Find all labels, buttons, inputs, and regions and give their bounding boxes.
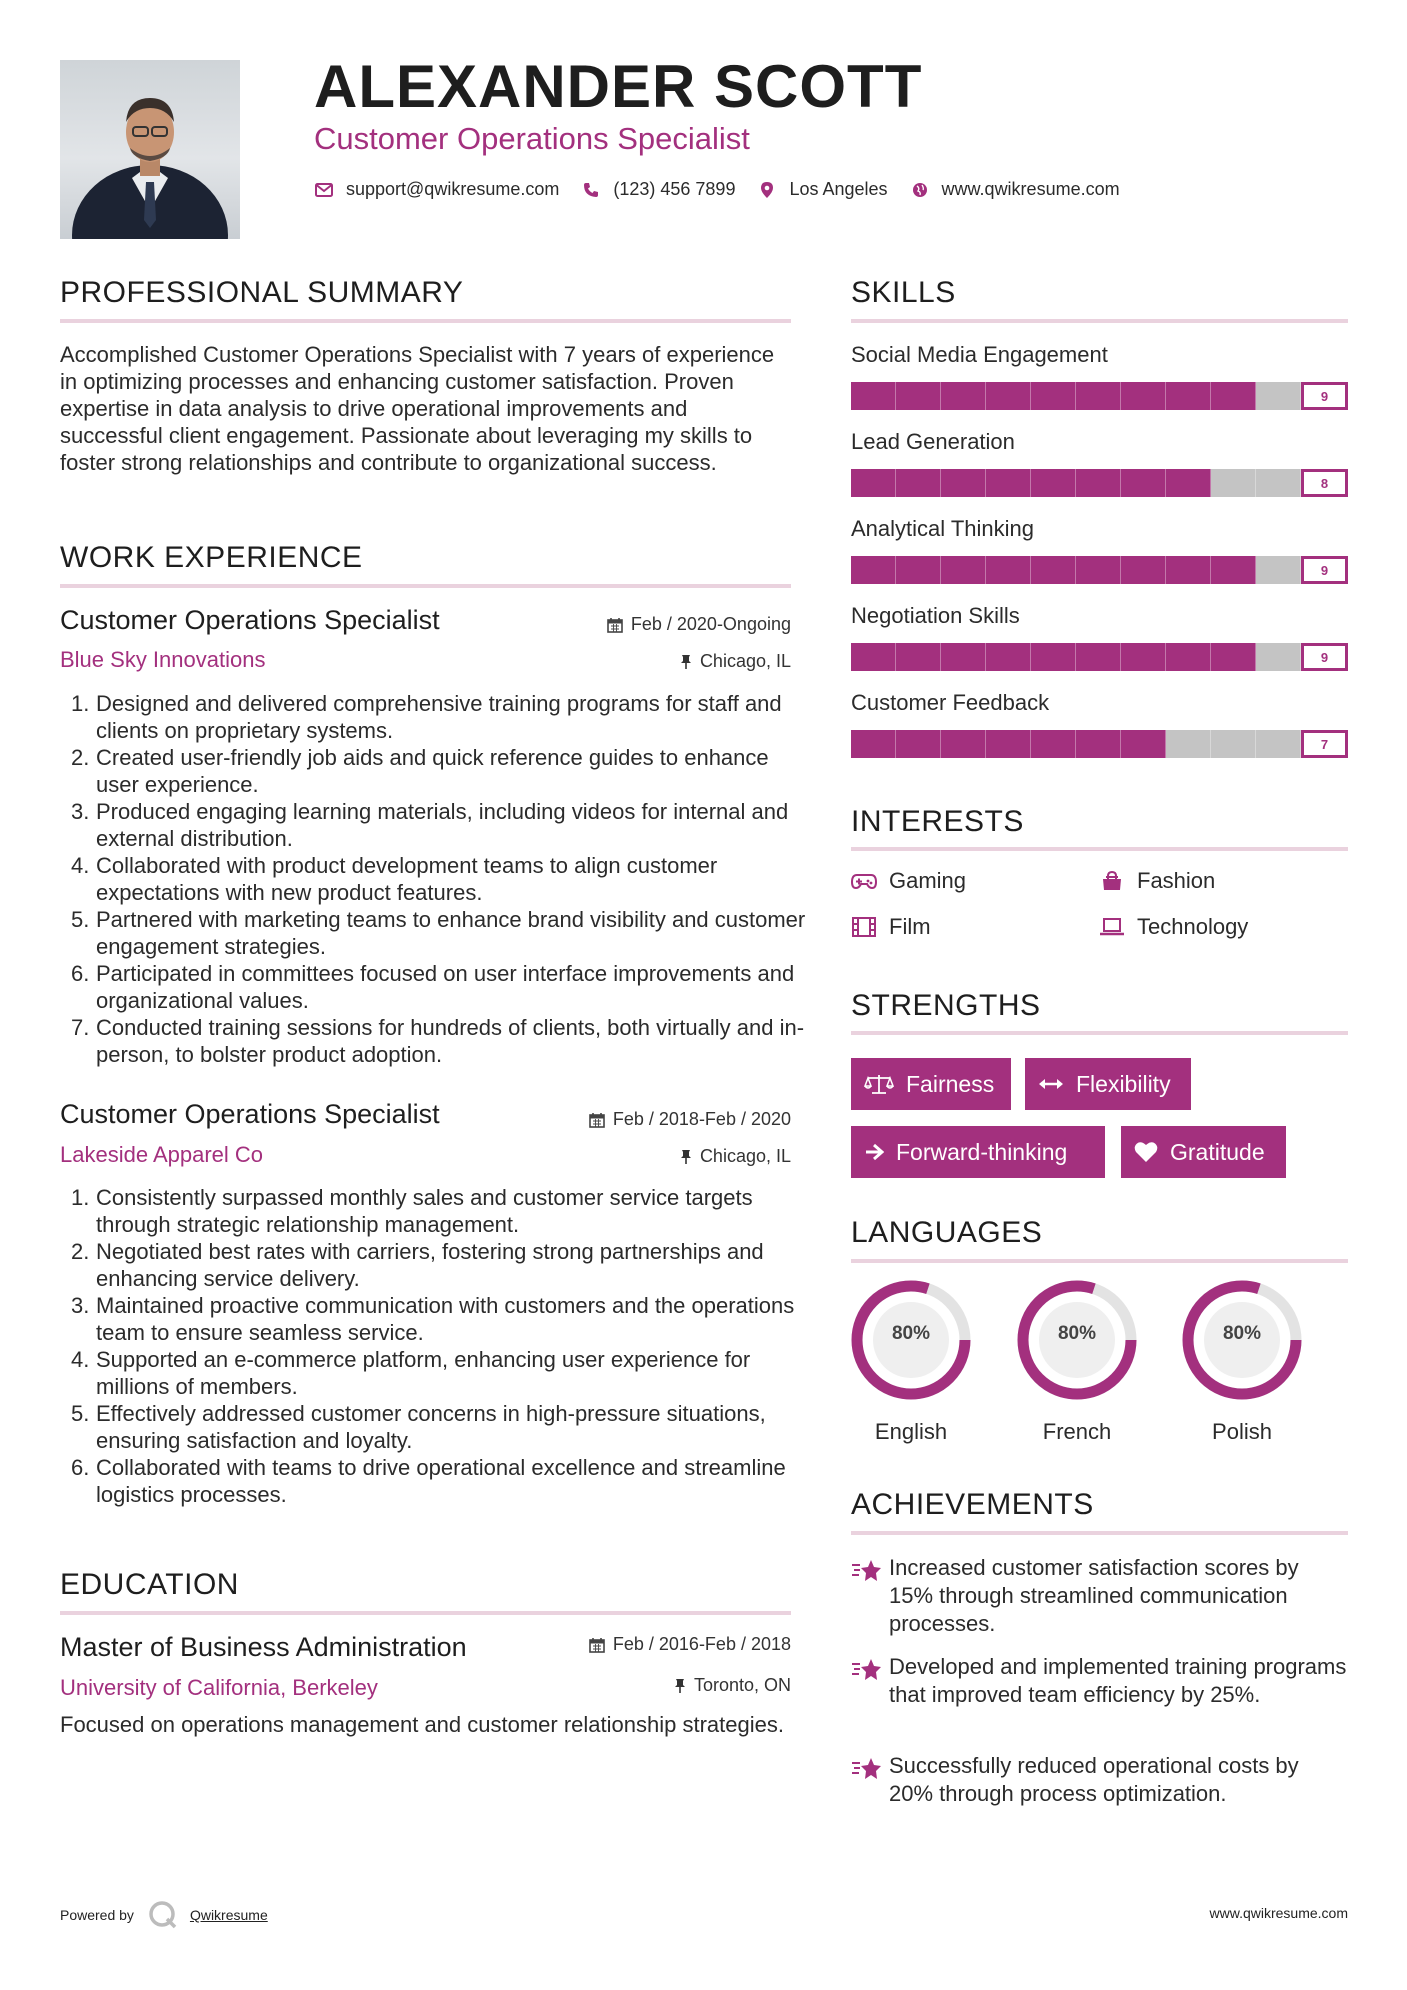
contact-location: Los Angeles bbox=[789, 179, 888, 199]
strengths-heading: STRENGTHS bbox=[851, 989, 1041, 1022]
skill-bar-filled-segment bbox=[1121, 556, 1166, 584]
list-item: Effectively addressed customer concerns in high-pressure situations, ensuring satisfaction and loyalty. bbox=[96, 1401, 766, 1453]
skill-name: Customer Feedback bbox=[851, 690, 1050, 715]
skill-bar-filled-segment bbox=[1031, 382, 1076, 410]
skill-bar-filled-segment bbox=[896, 469, 941, 497]
achievements-heading: ACHIEVEMENTS bbox=[851, 1488, 1094, 1521]
language-name: Polish bbox=[1212, 1419, 1272, 1444]
skill-bar-filled-segment bbox=[1031, 730, 1076, 758]
job-bullets bbox=[78, 690, 809, 1068]
strength-tag bbox=[851, 1058, 1011, 1110]
skill-bar-filled-segment bbox=[1076, 730, 1121, 758]
skill-bar-filled-segment bbox=[1211, 382, 1256, 410]
job-location-text: Chicago, IL bbox=[699, 651, 791, 671]
language-name: French bbox=[1042, 1419, 1112, 1444]
list-item: Collaborated with product development teams to align customer expectations with new product features. bbox=[96, 853, 718, 905]
skill-bar-filled-segment bbox=[1076, 643, 1121, 671]
skill-bar-empty-segment bbox=[1211, 469, 1256, 497]
globe-icon bbox=[910, 180, 930, 200]
skill-bar-filled-segment bbox=[1121, 643, 1166, 671]
gamepad-icon bbox=[851, 873, 877, 889]
job-location bbox=[540, 1146, 791, 1167]
language-name: English bbox=[874, 1419, 948, 1444]
section-divider bbox=[60, 1611, 791, 1615]
summary-heading: PROFESSIONAL SUMMARY bbox=[60, 276, 464, 309]
skill-bar-filled-segment bbox=[941, 469, 986, 497]
powered-by-label: Powered by bbox=[60, 1907, 134, 1923]
achievement-text: Developed and implemented training programs that improved team efficiency by 25%. bbox=[889, 1654, 1347, 1707]
skill-bar-filled-segment bbox=[986, 556, 1031, 584]
skill-name: Social Media Engagement bbox=[851, 342, 1108, 367]
skill-bar bbox=[851, 556, 1348, 584]
skill-bar-filled-segment bbox=[896, 382, 941, 410]
list-item: Created user-friendly job aids and quick reference guides to enhance user experience. bbox=[96, 745, 769, 797]
job-location-text: Chicago, IL bbox=[699, 1146, 791, 1166]
strength-label: Flexibility bbox=[1076, 1070, 1171, 1097]
skill-bar-filled-segment bbox=[1076, 469, 1121, 497]
film-icon bbox=[851, 917, 877, 937]
qwikresume-link[interactable]: Qwikresume bbox=[189, 1907, 268, 1923]
section-divider bbox=[851, 1259, 1348, 1263]
strength-label: Fairness bbox=[906, 1070, 995, 1097]
language-percent: 80% bbox=[1222, 1323, 1262, 1344]
contact-phone[interactable]: (123) 456 7899 bbox=[613, 179, 736, 199]
interest-label: Gaming bbox=[889, 868, 967, 893]
education-date-text: Feb / 2016-Feb / 2018 bbox=[612, 1634, 791, 1654]
achievement-text: Successfully reduced operational costs by 20% through process optimization. bbox=[889, 1753, 1299, 1806]
skill-bar-filled-segment bbox=[986, 382, 1031, 410]
skill-bar-filled-segment bbox=[1076, 382, 1121, 410]
footer-website[interactable]: www.qwikresume.com bbox=[1209, 1905, 1348, 1921]
job-date bbox=[540, 614, 791, 635]
skill-bar-filled-segment bbox=[941, 730, 986, 758]
skill-bar-filled-segment bbox=[986, 730, 1031, 758]
skill-bar-filled-segment bbox=[1076, 556, 1121, 584]
education-location-text: Toronto, ON bbox=[693, 1675, 791, 1695]
section-divider bbox=[851, 1531, 1348, 1535]
contact-bar bbox=[314, 179, 1142, 200]
interests-heading: INTERESTS bbox=[851, 805, 1024, 838]
candidate-title: Customer Operations Specialist bbox=[314, 121, 750, 156]
skill-bar-empty-segment bbox=[1256, 730, 1301, 758]
skill-bar-filled-segment bbox=[1031, 643, 1076, 671]
skill-bar-filled-segment bbox=[1031, 469, 1076, 497]
achievement-text: Increased customer satisfaction scores by 15% through streamlined communication processes. bbox=[889, 1555, 1299, 1636]
laptop-icon bbox=[1099, 918, 1125, 936]
skill-level-value: 9 bbox=[1301, 382, 1348, 410]
section-divider bbox=[851, 847, 1348, 851]
interest-item bbox=[851, 868, 966, 894]
skill-bar-filled-segment bbox=[851, 382, 896, 410]
qwikresume-logo-icon bbox=[148, 1900, 178, 1930]
language-percent: 80% bbox=[1057, 1323, 1097, 1344]
skill-bar bbox=[851, 730, 1348, 758]
experience-heading: WORK EXPERIENCE bbox=[60, 541, 363, 574]
skill-name: Negotiation Skills bbox=[851, 603, 1020, 628]
skill-bar-filled-segment bbox=[896, 730, 941, 758]
pin-icon bbox=[680, 654, 692, 670]
skill-bar-filled-segment bbox=[1166, 382, 1211, 410]
company-name: Blue Sky Innovations bbox=[60, 647, 266, 672]
skill-name: Analytical Thinking bbox=[851, 516, 1035, 541]
list-item: Designed and delivered comprehensive training programs for staff and clients on proprietary systems. bbox=[96, 691, 782, 743]
list-item: Participated in committees focused on user interface improvements and organizational values. bbox=[96, 961, 795, 1013]
heart-icon bbox=[1134, 1141, 1158, 1163]
candidate-name: ALEXANDER SCOTT bbox=[314, 53, 923, 120]
strength-label: Gratitude bbox=[1170, 1138, 1265, 1165]
calendar-icon bbox=[607, 617, 623, 633]
skill-bar-filled-segment bbox=[851, 469, 896, 497]
summary-text: Accomplished Customer Operations Specialist with 7 years of experience in optimizing processes and enhancing customer satisfaction. Proven expertise in data analysis to drive operational improvements and successful client engagement. Passionate about leveraging my skills to foster strong relationships and contribute to organizational success. bbox=[60, 342, 775, 475]
list-item: Collaborated with teams to drive operational excellence and streamline logistics processes. bbox=[96, 1455, 786, 1507]
languages-heading: LANGUAGES bbox=[851, 1216, 1043, 1249]
skill-bar-filled-segment bbox=[1166, 469, 1211, 497]
calendar-icon bbox=[589, 1112, 605, 1128]
achievement-item bbox=[851, 1752, 1348, 1808]
language-percent: 80% bbox=[891, 1323, 931, 1344]
skill-bar-filled-segment bbox=[1121, 382, 1166, 410]
list-item: Produced engaging learning materials, including videos for internal and external distribution. bbox=[96, 799, 789, 851]
skill-bar-empty-segment bbox=[1256, 382, 1301, 410]
job-date bbox=[540, 1109, 791, 1130]
skill-bar-empty-segment bbox=[1256, 469, 1301, 497]
education-date bbox=[540, 1634, 791, 1655]
shooting-star-icon bbox=[851, 1653, 889, 1709]
strength-label: Forward-thinking bbox=[896, 1138, 1068, 1165]
skills-heading: SKILLS bbox=[851, 276, 956, 309]
arrows-horizontal-icon bbox=[1038, 1077, 1064, 1091]
interest-label: Technology bbox=[1137, 914, 1249, 939]
list-item: Conducted training sessions for hundreds of clients, both virtually and in-person, to bolster product adoption. bbox=[96, 1015, 805, 1067]
interest-label: Fashion bbox=[1137, 868, 1216, 893]
job-bullets bbox=[78, 1184, 809, 1508]
skill-bar-filled-segment bbox=[851, 556, 896, 584]
skill-bar-filled-segment bbox=[941, 643, 986, 671]
interest-item bbox=[851, 914, 931, 940]
education-description: Focused on operations management and customer relationship strategies. bbox=[60, 1712, 784, 1737]
skill-level-value: 8 bbox=[1301, 469, 1348, 497]
skill-bar-filled-segment bbox=[1121, 469, 1166, 497]
degree-title: Master of Business Administration bbox=[60, 1632, 467, 1662]
strength-tag bbox=[1025, 1058, 1191, 1110]
skill-bar bbox=[851, 382, 1348, 410]
skill-bar-filled-segment bbox=[1121, 730, 1166, 758]
skill-bar-filled-segment bbox=[986, 643, 1031, 671]
interest-item bbox=[1099, 868, 1215, 894]
calendar-icon bbox=[589, 1637, 605, 1653]
skill-bar-filled-segment bbox=[896, 643, 941, 671]
list-item: Consistently surpassed monthly sales and customer service targets through strategic relationship management. bbox=[96, 1185, 753, 1237]
education-heading: EDUCATION bbox=[60, 1568, 239, 1601]
skill-level-value: 9 bbox=[1301, 643, 1348, 671]
skill-bar-filled-segment bbox=[986, 469, 1031, 497]
skill-bar-filled-segment bbox=[1166, 556, 1211, 584]
job-location bbox=[540, 651, 791, 672]
profile-photo bbox=[60, 60, 240, 239]
skill-bar-empty-segment bbox=[1256, 556, 1301, 584]
language-item bbox=[1181, 1279, 1303, 1445]
education-location bbox=[540, 1675, 791, 1696]
balance-scale-icon bbox=[864, 1073, 894, 1095]
skill-bar-filled-segment bbox=[1211, 643, 1256, 671]
contact-email[interactable]: support@qwikresume.com bbox=[346, 179, 560, 199]
pin-icon bbox=[680, 1149, 692, 1165]
skill-bar-filled-segment bbox=[941, 382, 986, 410]
pin-icon bbox=[674, 1678, 686, 1694]
map-marker-icon bbox=[757, 180, 777, 200]
skill-level-value: 7 bbox=[1301, 730, 1348, 758]
language-item bbox=[850, 1279, 972, 1445]
list-item: Partnered with marketing teams to enhance brand visibility and customer engagement strategies. bbox=[96, 907, 806, 959]
skill-bar-filled-segment bbox=[1211, 556, 1256, 584]
achievement-item bbox=[851, 1653, 1348, 1709]
skill-name: Lead Generation bbox=[851, 429, 1015, 454]
contact-website[interactable]: www.qwikresume.com bbox=[941, 179, 1120, 199]
skill-bar-empty-segment bbox=[1211, 730, 1256, 758]
job-title: Customer Operations Specialist bbox=[60, 1099, 440, 1129]
skill-bar-filled-segment bbox=[1031, 556, 1076, 584]
arrow-right-icon bbox=[864, 1143, 884, 1161]
phone-icon bbox=[581, 180, 601, 200]
section-divider bbox=[60, 584, 791, 588]
interest-item bbox=[1099, 914, 1248, 940]
shopping-bag-icon bbox=[1099, 871, 1125, 891]
skill-bar-filled-segment bbox=[851, 730, 896, 758]
skill-bar-filled-segment bbox=[896, 556, 941, 584]
shooting-star-icon bbox=[851, 1752, 889, 1808]
list-item: Supported an e-commerce platform, enhancing user experience for millions of members. bbox=[96, 1347, 751, 1399]
list-item: Negotiated best rates with carriers, fostering strong partnerships and enhancing service delivery. bbox=[96, 1239, 764, 1291]
skill-bar-filled-segment bbox=[941, 556, 986, 584]
language-item bbox=[1016, 1279, 1138, 1445]
strength-tag bbox=[1121, 1126, 1286, 1178]
company-name: Lakeside Apparel Co bbox=[60, 1142, 264, 1167]
school-name: University of California, Berkeley bbox=[60, 1675, 378, 1700]
skill-bar bbox=[851, 643, 1348, 671]
footer-powered-by bbox=[60, 1900, 268, 1930]
skill-bar bbox=[851, 469, 1348, 497]
list-item: Maintained proactive communication with customers and the operations team to ensure seamless service. bbox=[96, 1293, 795, 1345]
section-divider bbox=[851, 1031, 1348, 1035]
job-date-text: Feb / 2020-Ongoing bbox=[630, 614, 791, 634]
achievement-item bbox=[851, 1554, 1348, 1638]
job-title: Customer Operations Specialist bbox=[60, 605, 440, 635]
section-divider bbox=[60, 319, 791, 323]
shooting-star-icon bbox=[851, 1554, 889, 1638]
skill-level-value: 9 bbox=[1301, 556, 1348, 584]
envelope-icon bbox=[314, 180, 334, 200]
skill-bar-filled-segment bbox=[1166, 643, 1211, 671]
interest-label: Film bbox=[889, 914, 931, 939]
section-divider bbox=[851, 319, 1348, 323]
job-date-text: Feb / 2018-Feb / 2020 bbox=[612, 1109, 791, 1129]
skill-bar-empty-segment bbox=[1166, 730, 1211, 758]
skill-bar-filled-segment bbox=[851, 643, 896, 671]
strength-tag bbox=[851, 1126, 1105, 1178]
skill-bar-empty-segment bbox=[1256, 643, 1301, 671]
